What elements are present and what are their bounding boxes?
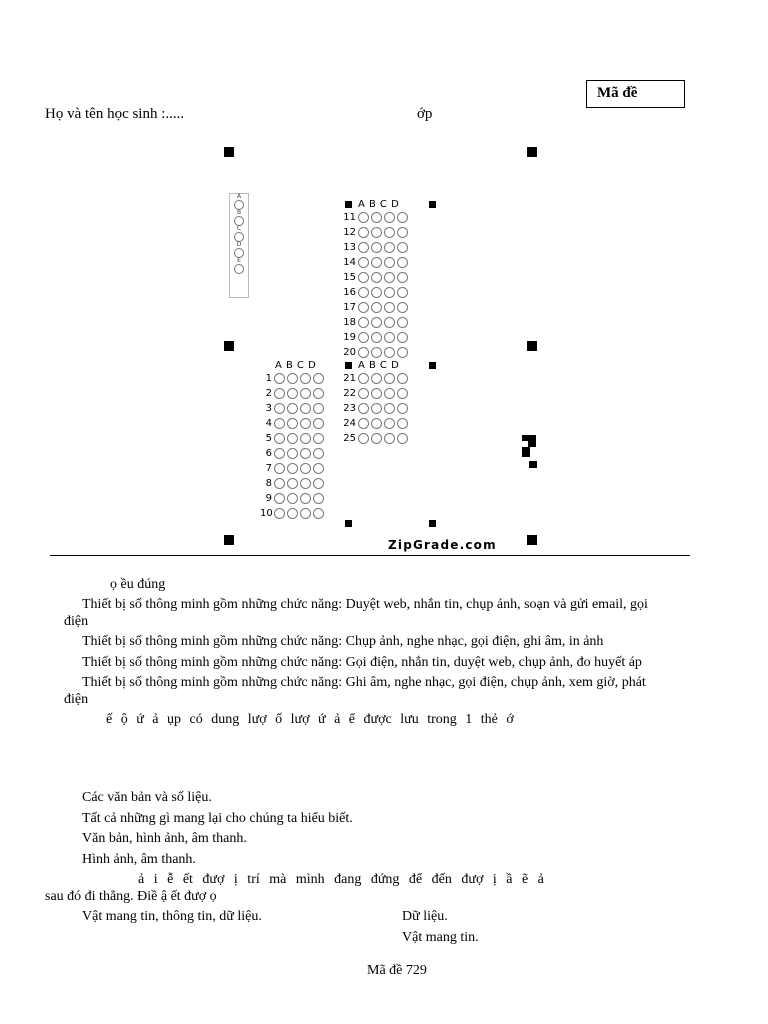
answer-bubble[interactable] — [397, 257, 408, 268]
student-name-label: Họ và tên học sinh :..... — [45, 106, 185, 122]
question-number: 2 — [265, 388, 272, 399]
q1-option-d-cont: điện — [64, 692, 89, 707]
answer-bubble[interactable] — [371, 272, 382, 283]
question-number: 19 — [343, 332, 356, 343]
question-number: 18 — [343, 317, 356, 328]
answer-row — [340, 386, 408, 401]
answer-row — [340, 401, 408, 416]
answer-bubble[interactable] — [287, 508, 298, 519]
question-number: 17 — [343, 302, 356, 313]
question-number: 6 — [265, 448, 272, 459]
answer-bubble[interactable] — [287, 493, 298, 504]
answer-bubble[interactable] — [274, 463, 285, 474]
answer-bubble[interactable] — [287, 433, 298, 444]
answer-row — [340, 416, 408, 431]
question-number: 13 — [343, 242, 356, 253]
answer-block-1-10 — [260, 360, 324, 521]
answer-row — [340, 210, 408, 225]
answer-row — [340, 300, 408, 315]
q3-option-c: Văn bản, hình ảnh, âm thanh. — [82, 831, 247, 846]
column-marker — [429, 520, 436, 527]
q1-option-d: Thiết bị số thông minh gồm những chức năng: Ghi âm, nghe nhạc, gọi điện, chụp ảnh, xem giờ, phát — [82, 675, 646, 690]
answer-bubble[interactable] — [371, 332, 382, 343]
question-number: 23 — [343, 403, 356, 414]
answer-bubble[interactable] — [384, 257, 395, 268]
question-number: 20 — [343, 347, 356, 358]
answer-row — [340, 240, 408, 255]
q4-option-b: Dữ liệu. — [402, 909, 448, 924]
answer-bubble[interactable] — [287, 418, 298, 429]
answer-bubble[interactable] — [358, 257, 369, 268]
answer-bubble[interactable] — [384, 212, 395, 223]
answer-bubble[interactable] — [300, 493, 311, 504]
answer-row — [260, 476, 324, 491]
answer-bubble[interactable] — [371, 418, 382, 429]
answer-bubble[interactable] — [371, 347, 382, 358]
answer-bubble[interactable] — [371, 403, 382, 414]
id-letter: C — [236, 225, 242, 232]
question-number: 12 — [343, 227, 356, 238]
answer-bubble[interactable] — [371, 242, 382, 253]
answer-bubble[interactable] — [313, 418, 324, 429]
answer-row — [340, 315, 408, 330]
answer-bubble[interactable] — [274, 448, 285, 459]
class-label: ớp — [417, 106, 433, 122]
id-letter: D — [236, 241, 242, 248]
answer-bubble[interactable] — [371, 317, 382, 328]
zipgrade-brand: ZipGrade.com — [388, 538, 497, 552]
corner-marker-top-right — [527, 147, 537, 157]
answer-bubble[interactable] — [384, 388, 395, 399]
answer-bubble[interactable] — [358, 388, 369, 399]
answer-row — [340, 255, 408, 270]
answer-bubble[interactable] — [358, 373, 369, 384]
answer-row — [340, 345, 408, 360]
q1-stem: ọ ều đúng — [110, 577, 166, 592]
answer-bubble[interactable] — [274, 373, 285, 384]
answer-bubble[interactable] — [274, 388, 285, 399]
q4-stem: ả i ễ ết đượ ị trí mà mình đang đứng để đến đượ ị ầ ẽ ả — [138, 872, 544, 887]
answer-bubble[interactable] — [384, 302, 395, 313]
answer-row — [260, 371, 324, 386]
answer-bubble[interactable] — [313, 373, 324, 384]
id-letter: B — [236, 209, 242, 216]
question-number: 9 — [265, 493, 272, 504]
answer-bubble[interactable] — [313, 448, 324, 459]
id-bubble[interactable] — [234, 264, 244, 274]
answer-bubble[interactable] — [371, 373, 382, 384]
answer-bubble[interactable] — [371, 302, 382, 313]
answer-bubble[interactable] — [397, 302, 408, 313]
id-letter: E — [237, 257, 241, 264]
answer-bubble[interactable] — [397, 287, 408, 298]
answer-bubble[interactable] — [371, 227, 382, 238]
answer-bubble[interactable] — [313, 403, 324, 414]
answer-row — [260, 431, 324, 446]
question-number: 25 — [343, 433, 356, 444]
question-number: 5 — [265, 433, 272, 444]
answer-bubble[interactable] — [300, 373, 311, 384]
exam-code-footer: Mã đề 729 — [367, 963, 427, 978]
answer-bubble[interactable] — [371, 257, 382, 268]
answer-bubble[interactable] — [397, 212, 408, 223]
q4-option-a: Vật mang tin, thông tin, dữ liệu. — [82, 909, 262, 924]
answer-bubble[interactable] — [274, 508, 285, 519]
answer-bubble[interactable] — [313, 493, 324, 504]
answer-bubble[interactable] — [313, 508, 324, 519]
answer-bubble[interactable] — [300, 418, 311, 429]
column-marker — [429, 362, 436, 369]
q3-option-a: Các văn bản và số liệu. — [82, 790, 212, 805]
answer-bubble[interactable] — [397, 388, 408, 399]
answer-row — [260, 446, 324, 461]
question-number: 24 — [343, 418, 356, 429]
q3-option-d: Hình ảnh, âm thanh. — [82, 852, 196, 867]
column-marker — [429, 201, 436, 208]
question-number: 8 — [265, 478, 272, 489]
options-header: ABCD — [358, 199, 404, 210]
answer-bubble[interactable] — [397, 242, 408, 253]
question-number: 3 — [265, 403, 272, 414]
q1-option-b: Thiết bị số thông minh gồm những chức năng: Chụp ảnh, nghe nhạc, gọi điện, ghi âm, in ảnh — [82, 634, 604, 649]
answer-row — [340, 330, 408, 345]
exam-code-label: Mã đề — [597, 85, 638, 101]
answer-bubble[interactable] — [300, 463, 311, 474]
answer-bubble[interactable] — [358, 272, 369, 283]
answer-bubble[interactable] — [300, 433, 311, 444]
answer-bubble[interactable] — [397, 403, 408, 414]
answer-row — [340, 371, 408, 386]
answer-bubble[interactable] — [313, 478, 324, 489]
answer-bubble[interactable] — [358, 302, 369, 313]
answer-rows — [260, 371, 324, 521]
question-number: 15 — [343, 272, 356, 283]
answer-row — [260, 401, 324, 416]
q1-option-a: Thiết bị số thông minh gồm những chức năng: Duyệt web, nhắn tin, chụp ảnh, soạn và gửi email, gọi — [82, 597, 648, 612]
question-number: 22 — [343, 388, 356, 399]
sheet-code-pattern — [520, 435, 538, 469]
question-number: 16 — [343, 287, 356, 298]
answer-bubble[interactable] — [358, 227, 369, 238]
question-number: 1 — [265, 373, 272, 384]
answer-bubble[interactable] — [358, 287, 369, 298]
answer-bubble[interactable] — [358, 317, 369, 328]
answer-bubble[interactable] — [274, 433, 285, 444]
answer-bubble[interactable] — [358, 347, 369, 358]
answer-bubble[interactable] — [300, 508, 311, 519]
id-column — [229, 193, 249, 298]
answer-bubble[interactable] — [397, 317, 408, 328]
answer-rows — [340, 210, 408, 360]
answer-bubble[interactable] — [397, 227, 408, 238]
answer-bubble[interactable] — [274, 493, 285, 504]
answer-bubble[interactable] — [371, 212, 382, 223]
divider-line — [50, 555, 690, 556]
answer-bubble[interactable] — [384, 317, 395, 328]
q2-stem: ế ộ ứ ả ụp có dung lượ ố lượ ứ ả ể được lưu trong 1 thẻ ớ — [106, 712, 514, 727]
answer-bubble[interactable] — [300, 403, 311, 414]
id-letter: A — [236, 193, 242, 200]
answer-bubble[interactable] — [384, 418, 395, 429]
answer-bubble[interactable] — [397, 373, 408, 384]
answer-rows — [340, 371, 408, 446]
corner-marker-bottom-left — [224, 535, 234, 545]
answer-bubble[interactable] — [384, 433, 395, 444]
answer-bubble[interactable] — [313, 388, 324, 399]
answer-row — [260, 506, 324, 521]
exam-code-box — [586, 80, 685, 108]
answer-block-11-20 — [340, 199, 408, 360]
answer-bubble[interactable] — [371, 287, 382, 298]
answer-bubble[interactable] — [274, 418, 285, 429]
answer-bubble[interactable] — [384, 287, 395, 298]
column-marker — [345, 520, 352, 527]
answer-row — [340, 270, 408, 285]
question-number: 21 — [343, 373, 356, 384]
question-number: 7 — [265, 463, 272, 474]
answer-bubble[interactable] — [384, 227, 395, 238]
corner-marker-mid-left — [224, 341, 234, 351]
answer-bubble[interactable] — [287, 448, 298, 459]
corner-marker-bottom-right — [527, 535, 537, 545]
answer-row — [260, 461, 324, 476]
q1-option-c: Thiết bị số thông minh gồm những chức năng: Gọi điện, nhắn tin, duyệt web, chụp ảnh, đo huyết áp — [82, 655, 642, 670]
answer-bubble[interactable] — [397, 433, 408, 444]
answer-bubble[interactable] — [287, 388, 298, 399]
answer-bubble[interactable] — [397, 332, 408, 343]
answer-bubble[interactable] — [358, 418, 369, 429]
answer-bubble[interactable] — [397, 418, 408, 429]
answer-bubble[interactable] — [384, 272, 395, 283]
answer-bubble[interactable] — [300, 448, 311, 459]
answer-bubble[interactable] — [397, 272, 408, 283]
options-header: ABCD — [358, 360, 404, 371]
answer-bubble[interactable] — [358, 242, 369, 253]
answer-bubble[interactable] — [300, 478, 311, 489]
answer-row — [260, 416, 324, 431]
answer-bubble[interactable] — [384, 347, 395, 358]
answer-bubble[interactable] — [287, 478, 298, 489]
answer-row — [260, 491, 324, 506]
answer-row — [340, 225, 408, 240]
answer-bubble[interactable] — [384, 403, 395, 414]
q4-stem-cont: sau đó đi thẳng. Điề ậ ết đượ ọ — [45, 889, 217, 904]
answer-bubble[interactable] — [384, 242, 395, 253]
options-header: ABCD — [275, 360, 321, 371]
q4-option-c: Vật mang tin. — [402, 930, 479, 945]
answer-bubble[interactable] — [358, 332, 369, 343]
answer-bubble[interactable] — [300, 388, 311, 399]
corner-marker-top-left — [224, 147, 234, 157]
question-number: 10 — [260, 508, 273, 519]
answer-bubble[interactable] — [384, 332, 395, 343]
answer-bubble[interactable] — [358, 433, 369, 444]
answer-bubble[interactable] — [287, 373, 298, 384]
corner-marker-mid-right — [527, 341, 537, 351]
answer-bubble[interactable] — [313, 463, 324, 474]
question-number: 14 — [343, 257, 356, 268]
answer-bubble[interactable] — [287, 403, 298, 414]
answer-row — [340, 285, 408, 300]
answer-bubble[interactable] — [274, 478, 285, 489]
answer-row — [260, 386, 324, 401]
answer-bubble[interactable] — [397, 347, 408, 358]
answer-bubble[interactable] — [371, 388, 382, 399]
answer-block-21-25 — [340, 360, 408, 446]
answer-bubble[interactable] — [384, 373, 395, 384]
question-number: 4 — [265, 418, 272, 429]
q1-option-a-cont: điện — [64, 614, 89, 629]
q3-option-b: Tất cả những gì mang lại cho chúng ta hiểu biết. — [82, 811, 353, 826]
answer-bubble[interactable] — [313, 433, 324, 444]
answer-bubble[interactable] — [358, 403, 369, 414]
answer-bubble[interactable] — [371, 433, 382, 444]
answer-row — [340, 431, 408, 446]
answer-bubble[interactable] — [274, 403, 285, 414]
answer-bubble[interactable] — [358, 212, 369, 223]
answer-bubble[interactable] — [287, 463, 298, 474]
question-number: 11 — [343, 212, 356, 223]
